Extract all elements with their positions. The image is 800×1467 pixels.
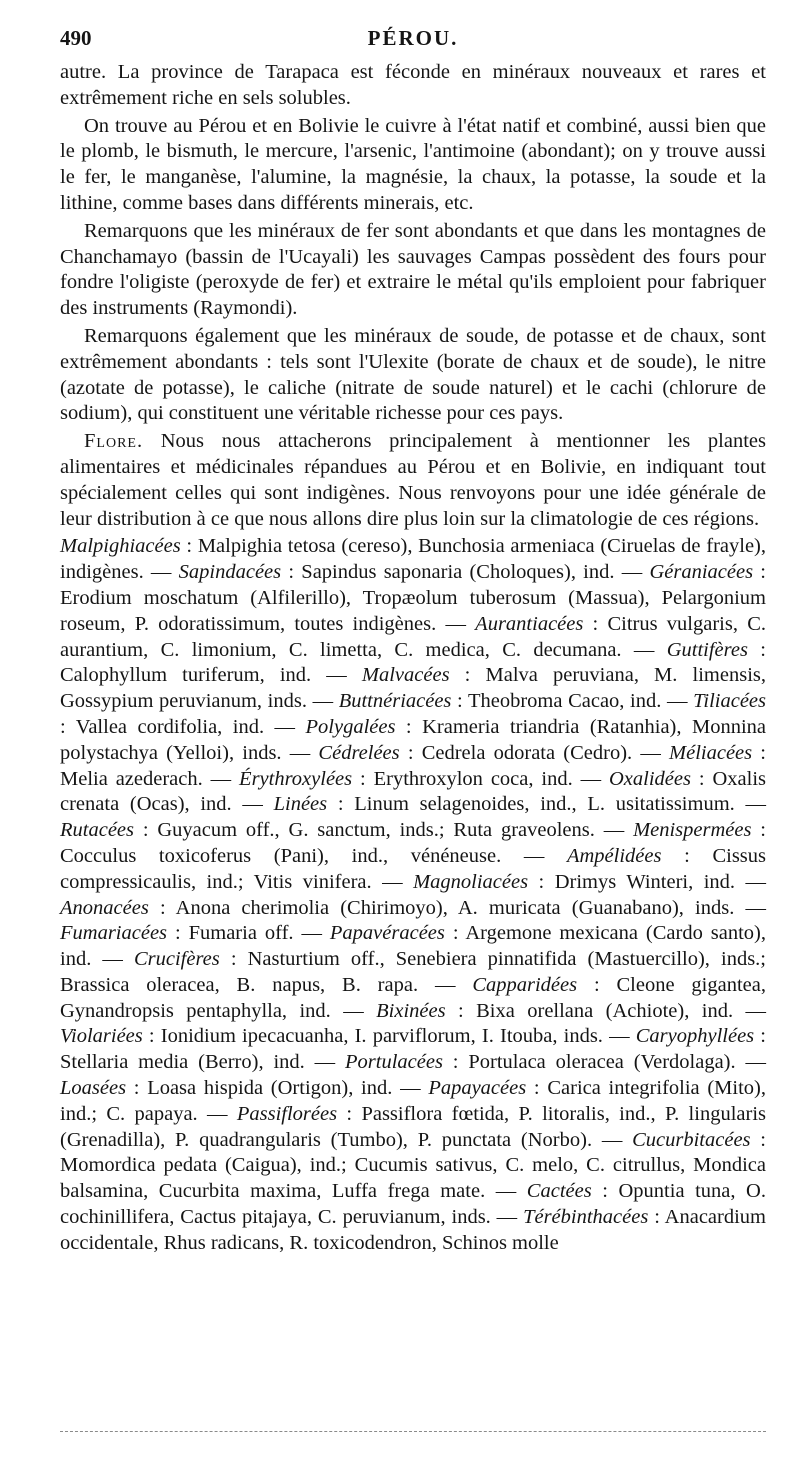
plant-family-name: Oxalidées — [609, 767, 691, 790]
plant-family-name: Cucurbitacées — [632, 1128, 751, 1151]
plant-species-list: : Cissus compressicaulis, ind.; Vitis vinifera. — — [60, 844, 766, 893]
plant-species-list: : Argemone mexicana (Cardo santo), ind. — — [60, 922, 766, 971]
plant-species-list: : Ionidium ipecacuanha, I. parviflorum, I. Itouba, inds. — — [142, 1025, 636, 1048]
plant-family-name: Polygalées — [305, 715, 396, 738]
plant-species-list: : Passiflora fœtida, P. litoralis, ind., P. lingularis (Grenadilla), P. quadrangularis (Tumbo), P. punctata (Norbo). — — [60, 1102, 766, 1151]
plant-species-list: : Citrus vulgaris, C. aurantium, C. limonium, C. limetta, C. medica, C. decumana. — — [60, 612, 766, 661]
plant-family-name: Tiliacées — [693, 690, 766, 713]
plant-species-list: : Malpighia tetosa (cereso), Bunchosia armeniaca (Ciruelas de frayle), indigènes. — — [60, 535, 766, 584]
plant-family-name: Géraniacées — [649, 561, 754, 584]
plant-species-list: : Opuntia tuna, O. cochinillifera, Cactus pitajaya, C. peruvianum, inds. — — [60, 1180, 766, 1229]
plant-species-list: : Erythroxylon coca, ind. — — [352, 767, 609, 790]
plant-family-name: Papavéracées — [329, 922, 445, 945]
plant-species-list: : Krameria triandria (Ratanhia), Monnina polystachya (Yelloi), inds. — — [60, 715, 766, 764]
plant-family-name: Cédrelées — [318, 741, 400, 764]
plant-species-list: : Carica integrifolia (Mito), ind.; C. papaya. — — [60, 1077, 766, 1125]
paragraph-flore — [60, 429, 766, 532]
plant-species-list: : Nasturtium off., Senebiera pinnatifida (Mastuercillo), inds.; Brassica oleracea, B. napus, B. rapa. — — [60, 948, 766, 996]
plant-species-list: : Momordica pedata (Caigua), ind.; Cucumis sativus, C. melo, C. citrullus, Mondica balsamina, Cucurbita maxima, Luffa frega mate. — — [60, 1128, 766, 1203]
plant-species-list: : Linum selagenoides, ind., L. usitatissimum. — — [327, 793, 766, 816]
plant-species-list: : Malva peruviana, M. limensis, Gossypium peruvianum, inds. — — [60, 664, 766, 713]
plant-species-list: : Stellaria media (Berro), ind. — — [60, 1025, 766, 1074]
plant-catalog — [60, 534, 766, 1256]
paragraph-iron-minerals: Remarquons que les minéraux de fer sont abondants et que dans les montagnes de Chanchamayo (bassin de l'Ucayali) les sauvages Campas possèdent des fours pour fondre l'oligiste (peroxyde de fer) et extraire le métal qu'ils emploient pour fabriquer des instruments (Raymondi). — [60, 219, 766, 320]
plant-family-name: Capparidées — [472, 973, 578, 996]
plant-family-name: Ampélidées — [566, 844, 662, 867]
plant-species-list: : Anacardium occidentale, Rhus radicans, R. toxicodendron, Schinos molle — [60, 1206, 766, 1254]
plant-family-name: Cactées — [526, 1180, 592, 1203]
plant-species-list: : Oxalis crenata (Ocas), ind. — — [60, 767, 766, 816]
plant-species-list: : Guyacum off., G. sanctum, inds.; Ruta graveolens. — — [134, 819, 634, 842]
plant-species-list: : Loasa hispida (Ortigon), ind. — — [126, 1077, 429, 1100]
plant-family-name: Anonacées — [60, 896, 149, 919]
plant-species-list: : Vallea cordifolia, ind. — — [60, 715, 306, 738]
page-header-title: PÉROU. — [367, 26, 459, 50]
plant-family-name: Aurantiacées — [475, 612, 584, 635]
plant-species-list: : Erodium moschatum (Alfilerillo), Tropæolum tuberosum (Massua), Pelargonium roseum, P. odoratissimum, toutes indigènes. — — [60, 561, 766, 635]
plant-family-name: Méliacées — [669, 741, 753, 764]
plant-species-list: : Bixa orellana (Achiote), ind. — — [445, 999, 766, 1022]
plant-family-name: Crucifères — [133, 948, 220, 971]
paragraph-soda-minerals: Remarquons également que les minéraux de soude, de potasse et de chaux, sont extrêmement abondants : tels sont l'Ulexite (borate de chaux et de soude), le nitre (azotate de potasse), le caliche (nitrate de soude naturel) et le cachi (chlorure de sodium), qui constituent une véritable richesse pour ces pays. — [60, 324, 766, 425]
plant-species-list: : Anona cherimolia (Chirimoyo), A. muricata (Guanabano), inds. — — [148, 896, 766, 919]
plant-species-list: : Portulaca oleracea (Verdolaga). — — [442, 1051, 766, 1074]
plant-family-name: Bixinées — [376, 999, 446, 1022]
plant-species-list: : Cocculus toxicoferus (Pani), ind., vénéneuse. — — [60, 819, 767, 867]
plant-species-list: : Theobroma Cacao, ind. — — [451, 690, 694, 713]
paragraph-continuation: autre. La province de Tarapaca est féconde en minéraux nouveaux et rares et extrêmement riche en sels solubles. — [60, 61, 766, 109]
plant-species-list: : Melia azederach. — — [60, 741, 767, 790]
plant-species-list: : Sapindus saponaria (Choloques), ind. — — [281, 561, 650, 584]
plant-family-name: Magnoliacées — [413, 870, 529, 893]
plant-family-name: Sapindacées — [178, 561, 282, 584]
page-number: 490 — [60, 26, 92, 50]
plant-family-name: Malvacées — [361, 664, 450, 687]
body-text — [60, 60, 766, 1257]
plant-species-list: : Cedrela odorata (Cedro). — — [399, 741, 670, 764]
flore-intro-text: Nous nous attacherons principalement à mentionner les plantes alimentaires et médicinales répandues au Pérou et en Bolivie, en indiquant tout spécialement celles qui sont indigènes. Nous renvoyons pour une idée générale de leur distribution à ce que nous allons dire plus loin sur la climatologie de ces régions. — [60, 430, 766, 530]
plant-family-name: Caryophyllées — [635, 1025, 755, 1048]
plant-family-name: Érythroxylées — [239, 767, 353, 790]
plant-species-list: : Calophyllum turiferum, ind. — — [60, 638, 766, 687]
plant-family-name: Loasées — [60, 1077, 127, 1100]
plant-species-list: : Drimys Winteri, ind. — — [528, 870, 766, 893]
plant-species-list: : Cleone gigantea, Gynandropsis pentaphylla, ind. — — [60, 973, 766, 1022]
plant-family-name: Térébinthacées — [523, 1206, 649, 1229]
plant-family-name: Rutacées — [60, 819, 134, 842]
plant-family-name: Fumariacées — [60, 922, 168, 945]
paragraph-metals: On trouve au Pérou et en Bolivie le cuivre à l'état natif et combiné, aussi bien que le plomb, le bismuth, le mercure, l'arsenic, l'antimoine (abondant); on y trouve aussi le fer, le manganèse, l'alumine, la magnésie, la chaux, la potasse, la soude et la lithine, comme bases dans différents minerais, etc. — [60, 114, 766, 214]
plant-family-name: Malpighiacées — [60, 535, 181, 558]
footer-rule — [60, 1431, 766, 1432]
flore-section-label: Flore. — [84, 430, 144, 453]
plant-family-name: Violariées — [60, 1025, 143, 1048]
plant-family-name: Menispermées — [633, 819, 752, 842]
plant-family-name: Linées — [273, 793, 328, 816]
plant-family-name: Guttifères — [666, 638, 748, 661]
plant-species-list: : Fumaria off. — — [167, 922, 330, 945]
plant-family-name: Buttnériacées — [338, 690, 452, 713]
plant-family-name: Portulacées — [345, 1051, 443, 1074]
running-head — [60, 26, 766, 54]
plant-family-name: Papayacées — [428, 1077, 527, 1100]
plant-family-name: Passiflorées — [236, 1102, 338, 1125]
